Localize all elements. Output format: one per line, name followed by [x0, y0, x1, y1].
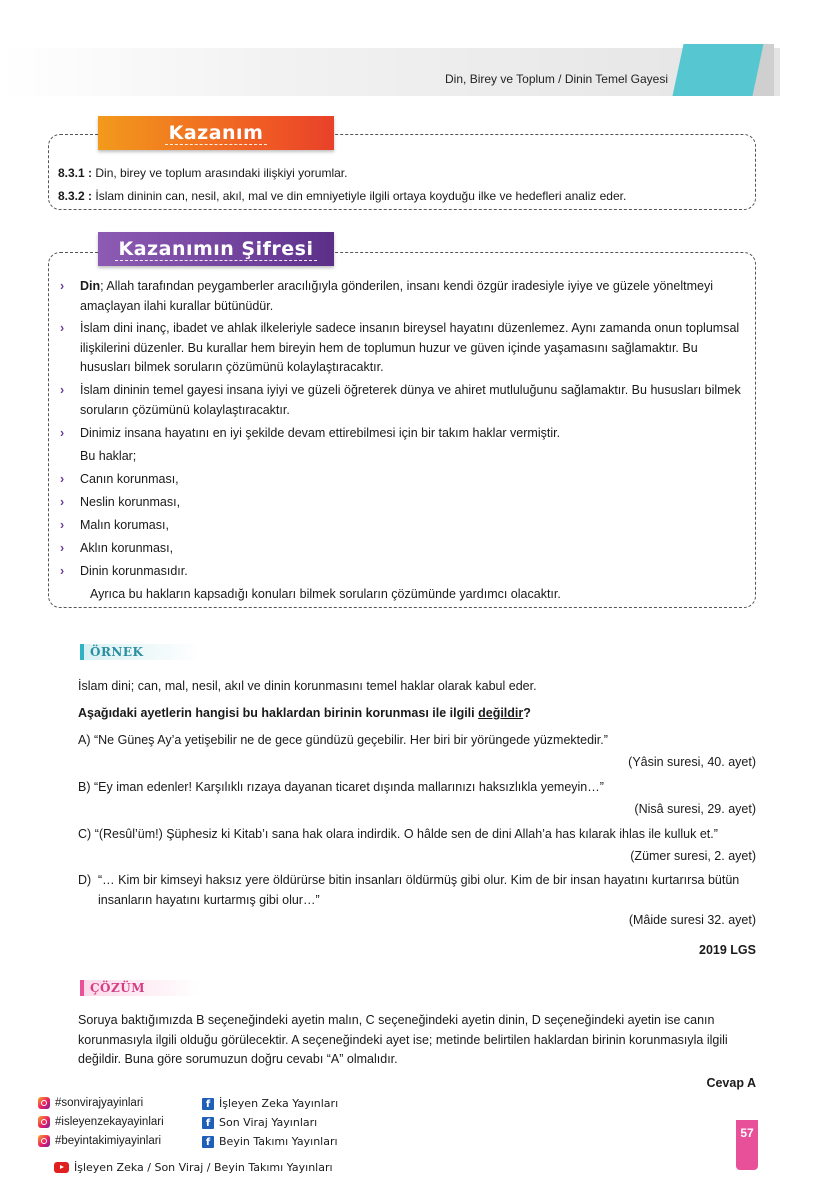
question-mark: ? [523, 706, 531, 720]
option-b [78, 778, 758, 798]
option-source: (Zümer suresi, 2. ayet) [630, 849, 756, 863]
chevron-right-icon: › [60, 495, 65, 509]
sifre-paragraph: İslam dininin temel gayesi insana iyiyi ve güzeli öğreterek dünya ve ahiret mutluluğunu sağlamaktır. Bu hususları bilmek soruların çözümünü kolaylaştıracaktır. [80, 383, 741, 417]
ornek-question [78, 704, 758, 724]
kazanim-ribbon [98, 116, 334, 150]
instagram-handle: #sonvirajyayinlari [55, 1097, 144, 1109]
chevron-right-icon: › [60, 472, 65, 486]
option-letter: A) [78, 733, 91, 747]
chevron-right-icon: › [60, 564, 65, 578]
kazanim-code: 8.3.1 : [58, 166, 93, 180]
option-letter: C) [78, 827, 92, 841]
ornek-intro: İslam dini; can, mal, nesil, akıl ve dinin korunmasını temel haklar olarak kabul eder. [78, 679, 537, 693]
facebook-icon: f [202, 1117, 214, 1129]
right-item: Canın korunması, [80, 472, 179, 486]
kazanim-text: İslam dininin can, nesil, akıl, mal ve din emniyetiyle ilgili ortaya koyduğu ilke ve hedefleri analiz eder. [92, 189, 627, 203]
ornek-label: ÖRNEK [90, 645, 144, 659]
sifre-paragraph: Dinimiz insana hayatını en iyi şekilde devam ettirebilmesi için bir takım haklar vermiştir. [80, 426, 561, 440]
facebook-icon: f [202, 1136, 214, 1148]
footer-instagram[interactable] [38, 1116, 164, 1128]
cozum-label-bar [80, 980, 84, 996]
right-item: Neslin korunması, [80, 495, 181, 509]
kazanim-text: Din, birey ve toplum arasındaki ilişkiyi yorumlar. [92, 166, 348, 180]
option-letter: B) [78, 780, 91, 794]
option-a [78, 731, 758, 751]
kazanim-item [58, 189, 626, 203]
instagram-icon [38, 1097, 50, 1109]
kazanim-title: Kazanım [165, 122, 268, 145]
instagram-handle: #beyintakimiyayinlari [55, 1135, 162, 1147]
sifre-paragraph: İslam dini inanç, ibadet ve ahlak ilkeleriyle sadece insanın bireysel hayatını düzenlemez. Aynı zamanda onun toplumsal ilişkilerini düzenler. Bu kurallar hem bireyin hem de toplumun huzur ve güven içinde yaşamasını sağlamaktır. Bu hususları bilmek soruların çözümünü kolaylaştıracaktır. [80, 321, 740, 374]
facebook-page: Son Viraj Yayınları [219, 1116, 318, 1129]
right-item: Aklın korunması, [80, 541, 174, 555]
option-source: (Mâide suresi 32. ayet) [628, 913, 756, 927]
question-text: Aşağıdaki ayetlerin hangisi bu haklardan birinin korunması ile ilgili [78, 706, 479, 720]
cozum-label: ÇÖZÜM [90, 981, 146, 995]
facebook-icon: f [202, 1098, 214, 1110]
option-source: (Yâsin suresi, 40. ayet) [628, 755, 756, 769]
chevron-right-icon: › [60, 279, 65, 293]
option-text: “Ey iman edenler! Karşılıklı rızaya dayanan ticaret dışında mallarınızı haksızlıkla yemeyin…” [93, 780, 604, 794]
option-text: “Ne Güneş Ay’a yetişebilir ne de gece gündüzü geçebilir. Her biri bir yörüngede yüzmektedir.” [93, 733, 608, 747]
youtube-channel: İşleyen Zeka / Son Viraj / Beyin Takımı Yayınları [74, 1161, 333, 1174]
chevron-right-icon: › [60, 426, 65, 440]
sifre-ribbon [98, 232, 334, 266]
youtube-icon [54, 1162, 69, 1173]
header-title: Din, Birey ve Toplum / Dinin Temel Gayesi [445, 72, 668, 86]
instagram-icon [38, 1135, 50, 1147]
kazanim-code: 8.3.2 : [58, 189, 93, 203]
option-c [78, 825, 758, 845]
din-term: Din [80, 279, 101, 293]
option-source: (Nisâ suresi, 29. ayet) [634, 802, 756, 816]
instagram-icon [38, 1116, 50, 1128]
answer: Cevap A [706, 1076, 756, 1090]
question-negation: değildir [478, 706, 524, 720]
cozum-text: Soruya baktığımızda B seçeneğindeki ayetin malın, C seçeneğindeki ayetin dinin, D seçeneğindeki ayetin ise canın korunmasıyla ilgili olduğu görülecektir. A seçeneğindeki ayet ise; metinde belirtilen haklardan birinin korunmasıyla ilgili değildir. Buna göre sorumuzun doğru cevabı “A” olmalıdır. [78, 1013, 728, 1066]
option-letter: D) [78, 873, 92, 887]
facebook-page: Beyin Takımı Yayınları [219, 1135, 338, 1148]
facebook-page: İşleyen Zeka Yayınları [219, 1097, 339, 1110]
footer-facebook[interactable] [202, 1116, 317, 1129]
right-item: Malın koruması, [80, 518, 169, 532]
sifre-title: Kazanımın Şifresi [115, 238, 318, 261]
option-text: “(Resûl’üm!) Şüphesiz ki Kitab’ı sana hak olara indirdik. O hâlde sen de dini Allah’a has kılarak ihlas ile kulluk et.” [94, 827, 718, 841]
ornek-label-bar [80, 644, 84, 660]
page-number: 57 [736, 1120, 758, 1170]
chevron-right-icon: › [60, 321, 65, 335]
chevron-right-icon: › [60, 541, 65, 555]
footer-facebook[interactable] [202, 1135, 338, 1148]
option-text: “… Kim bir kimseyi haksız yere öldürürse bitin insanları öldürmüş gibi olur. Kim de bir insan hayatını kurtarırsa bütün insanların hayatını kurtarmış gibi olur…” [98, 873, 740, 907]
exam-label: 2019 LGS [699, 943, 756, 957]
chevron-right-icon: › [60, 518, 65, 532]
footer-youtube[interactable] [54, 1161, 333, 1174]
footer-instagram[interactable] [38, 1135, 161, 1147]
sifre-paragraph: Bu haklar; [80, 449, 137, 463]
din-definition: ; Allah tarafından peygamberler aracılığıyla gönderilen, insanı kendi özgür iradesiyle iyiye ve güzele yöneltmeyi amaçlayan ilahi kurallar bütünüdür. [80, 279, 713, 313]
chevron-right-icon: › [60, 383, 65, 397]
footer-instagram[interactable] [38, 1097, 143, 1109]
sifre-paragraph [80, 277, 750, 316]
instagram-handle: #isleyenzekayayinlari [55, 1116, 164, 1128]
footer-facebook[interactable] [202, 1097, 338, 1110]
kazanim-item [58, 166, 347, 180]
header-tab [672, 44, 763, 96]
right-item: Dinin korunmasıdır. [80, 564, 188, 578]
sifre-closing: Ayrıca bu hakların kapsadığı konuları bilmek soruların çözümünde yardımcı olacaktır. [90, 587, 561, 601]
option-d [78, 871, 758, 910]
